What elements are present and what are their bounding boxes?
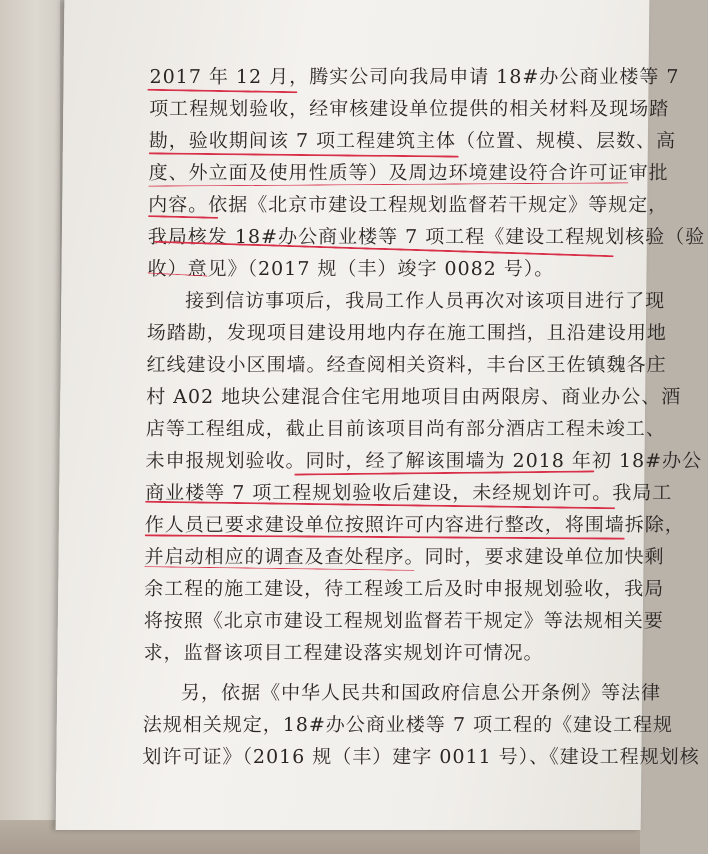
- text-line-4: 度、外立面及使用性质等）及周边环境建设符合许可证审批: [148, 162, 669, 184]
- text-line-18: 将按照《北京市建设工程规划监督若干规定》等法规相关要: [143, 610, 664, 632]
- text-line-22: 划许可证》（2016 规（丰）建字 0011 号）、《建设工程规划核: [142, 746, 700, 768]
- background-surface: [0, 0, 60, 854]
- text-line-9: 场踏勘，发现项目建设用地内存在施工围挡，且沿建设用地: [146, 322, 667, 344]
- text-line-19: 求，监督该项目工程建设落实规划许可情况。: [143, 642, 544, 664]
- document-page: [56, 0, 706, 830]
- red-underline-mark: [149, 152, 459, 157]
- text-line-12: 店等工程组成，截止目前该项目尚有部分酒店工程未竣工、: [145, 418, 666, 440]
- red-underline-mark: [148, 215, 218, 219]
- text-line-20: 另，依据《中华人民共和国政府信息公开条例》等法律: [180, 682, 662, 704]
- text-line-15: 作人员已要求建设单位按照许可内容进行整改，将围墙拆除，: [144, 514, 685, 536]
- text-line-7: 收）意见》（2017 规（丰）竣字 0082 号）。: [147, 258, 555, 280]
- text-line-5: 内容。依据《北京市建设工程规划监督若干规定》等规定，: [148, 194, 669, 216]
- text-line-2: 项工程规划验收，经审核建设单位提供的相关材料及现场踏: [149, 98, 670, 120]
- text-line-8: 接到信访事项后，我局工作人员再次对该项目进行了现: [185, 290, 666, 312]
- text-line-1: 2017 年 12 月，腾实公司向我局申请 18#办公商业楼等 7: [149, 66, 680, 88]
- text-line-13: 未申报规划验收。同时，经了解该围墙为 2018 年初 18#办公: [145, 450, 703, 472]
- text-line-21: 法规相关规定，18#办公商业楼等 7 项工程的《建设工程规: [142, 714, 674, 736]
- text-line-3: 勘，验收期间该 7 项工程建筑主体（位置、规模、层数、高: [148, 130, 677, 152]
- red-underline-mark: [147, 89, 297, 94]
- text-line-14: 商业楼等 7 项工程规划验收后建设，未经规划许可。我局工: [145, 482, 673, 504]
- text-line-16: 并启动相应的调查及查处程序。同时，要求建设单位加快剩: [144, 546, 665, 568]
- text-line-11: 村 A02 地块公建混合住宅用地项目由两限房、商业办公、酒: [146, 386, 682, 408]
- text-line-17: 余工程的施工建设，待工程竣工后及时申报规划验收，我局: [144, 578, 665, 600]
- text-line-6: 我局核发 18#办公商业楼等 7 项工程《建设工程规划核验（验: [147, 226, 706, 248]
- text-line-10: 红线建设小区围墙。经查阅相关资料，丰台区王佐镇魏各庄: [146, 354, 667, 376]
